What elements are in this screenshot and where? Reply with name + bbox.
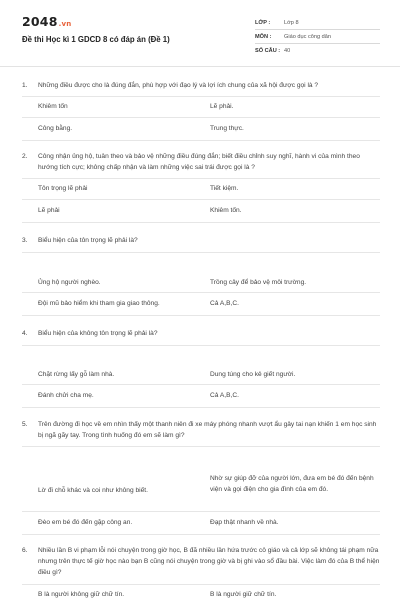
- question-6: [22, 545, 380, 578]
- question-3: [22, 235, 380, 246]
- option-divider: [22, 178, 380, 179]
- document-header: [0, 0, 400, 62]
- question-number: 2.: [22, 153, 28, 160]
- option-divider: [22, 584, 380, 585]
- option-b[interactable]: Lẽ phải.: [210, 103, 234, 110]
- option-divider: [22, 511, 380, 512]
- option-divider: [22, 292, 380, 293]
- logo-suffix: .vn: [58, 20, 72, 28]
- question-text: Những điều được cho là đúng đắn, phù hợp với đạo lý và lợi ích chung của xã hội được gọi là ?: [38, 82, 319, 89]
- option-c[interactable]: Công bằng.: [38, 125, 73, 132]
- option-a[interactable]: Tôn trọng lẽ phải: [38, 185, 88, 192]
- meta-key: SỐ CÂU :: [255, 48, 281, 54]
- question-4: [22, 328, 380, 339]
- option-b[interactable]: Tiết kiệm.: [210, 185, 239, 192]
- option-d[interactable]: Đạp thật nhanh về nhà.: [210, 519, 279, 526]
- option-a[interactable]: B là người không giữ chữ tín.: [38, 591, 125, 598]
- option-divider: [22, 446, 380, 447]
- option-a[interactable]: Ủng hộ người nghèo.: [38, 279, 101, 286]
- option-a[interactable]: Lờ đi chỗ khác và coi như không biết.: [38, 487, 148, 494]
- meta-value: Giáo dục công dân: [284, 33, 331, 40]
- option-divider: [22, 199, 380, 200]
- meta-key: LỚP :: [255, 19, 271, 26]
- question-text: Nhiều lần B vi phạm lỗi nói chuyện trong giờ học, B đã nhiều lần hứa trước cô giáo và cả lớp sẽ không tái phạm nữa nhưng trên thực tế giờ học nào bạn B cũng nói chuyện trong giờ và bị ghi vào sổ đầu bài. Việc làm đó của B thể hiện điều gì?: [38, 547, 380, 576]
- logo-text: 2048: [22, 14, 58, 29]
- option-divider: [22, 96, 380, 97]
- option-divider: [22, 252, 380, 253]
- option-b[interactable]: Nhờ sự giúp đỡ của người lớn, đưa em bé đó đến bệnh viện và gọi điện cho gia đình của em đó.: [210, 475, 374, 493]
- header-divider: [0, 66, 400, 67]
- meta-row-count: [255, 44, 380, 58]
- question-text: Biểu hiện của tôn trọng lẽ phải là?: [38, 237, 138, 244]
- option-b[interactable]: Trồng cây để bảo vệ môi trường.: [210, 279, 307, 286]
- option-divider: [22, 345, 380, 346]
- meta-value: Lớp 8: [284, 19, 299, 26]
- option-d[interactable]: Cả A,B,C.: [210, 300, 239, 307]
- question-5: [22, 419, 380, 441]
- meta-key: MÔN :: [255, 33, 272, 40]
- option-a[interactable]: Chặt rừng lấy gỗ làm nhà.: [38, 371, 115, 378]
- option-divider: [22, 384, 380, 385]
- option-d[interactable]: Khiêm tốn.: [210, 207, 242, 214]
- option-divider: [22, 534, 380, 535]
- option-c[interactable]: Đánh chửi cha mẹ.: [38, 392, 94, 399]
- question-text: Biểu hiện của không tôn trọng lẽ phải là?: [38, 330, 158, 337]
- option-divider: [22, 222, 380, 223]
- question-number: 4.: [22, 330, 28, 337]
- question-text: Công nhận ủng hộ, tuân theo và bảo vệ những điều đúng đắn; biết điều chỉnh suy nghĩ, hành vi của mình theo hướng tích cực; không chấp nhận và làm những việc sai trái được gọi là ?: [38, 153, 360, 171]
- option-b[interactable]: Dung túng cho kẻ giết người.: [210, 371, 296, 378]
- option-d[interactable]: Cả A,B,C.: [210, 392, 239, 399]
- option-c[interactable]: Đèo em bé đó đến gặp công an.: [38, 519, 133, 526]
- document-title: Đề thi Học kì 1 GDCD 8 có đáp án (Đề 1): [22, 35, 170, 44]
- question-number: 1.: [22, 82, 28, 89]
- option-divider: [22, 407, 380, 408]
- site-logo[interactable]: [22, 14, 71, 29]
- option-c[interactable]: Lẽ phải: [38, 207, 60, 214]
- question-1: [22, 80, 380, 91]
- meta-value: 40: [284, 48, 291, 54]
- option-d[interactable]: Trung thực.: [210, 125, 244, 132]
- option-divider: [22, 315, 380, 316]
- question-text: Trên đường đi học về em nhìn thấy một thanh niên đi xe máy phóng nhanh vượt ẩu gây tai nạn khiến 1 em học sinh bị ngã gãy tay. Trong tình huống đó em sẽ làm gì?: [38, 421, 377, 439]
- meta-row-grade: [255, 16, 380, 30]
- question-number: 6.: [22, 547, 28, 554]
- question-number: 5.: [22, 421, 28, 428]
- meta-table: [255, 16, 380, 58]
- option-divider: [22, 117, 380, 118]
- question-number: 3.: [22, 237, 28, 244]
- option-divider: [22, 140, 380, 141]
- question-2: [22, 151, 380, 173]
- option-a[interactable]: Khiêm tốn: [38, 103, 68, 110]
- meta-row-subject: [255, 30, 380, 44]
- option-b[interactable]: B là người giữ chữ tín.: [210, 591, 277, 598]
- option-c[interactable]: Đội mũ bảo hiểm khi tham gia giao thông.: [38, 300, 160, 307]
